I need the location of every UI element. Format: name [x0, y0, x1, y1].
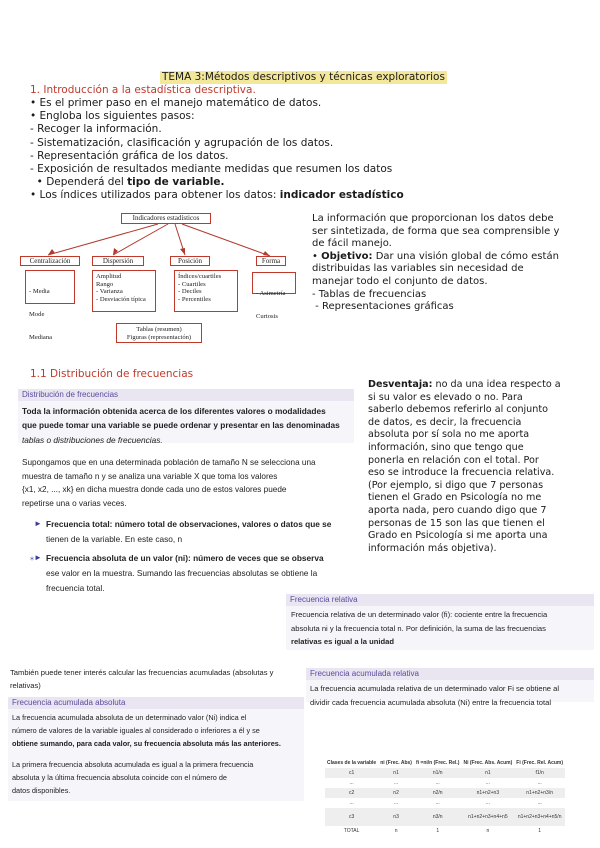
intro-line: - Exposición de resultados mediante medidas que resumen los datos: [30, 163, 393, 176]
diagram-category: Dispersión: [92, 256, 144, 266]
table-header-row: [325, 758, 565, 768]
bullet-arrow-icon: ⁎►: [30, 553, 42, 562]
diagram-category: Posición: [170, 256, 210, 266]
intro-indices: • Los índices utilizados para obtener los datos: indicador estadístico: [30, 189, 404, 202]
info-block: La información que proporcionan los datos debe ser sintetizada, de forma que sea comprensible y de fácil manejo. • Objetivo: Dar una visión global de cómo están distribuidas las variables sin necesidad de manejar todo el conjunto de datos. - Tablas de frecuencias - Representaciones gráficas: [312, 213, 560, 313]
diagram-subbox-centralizacion: - Media Mode Mediana: [25, 270, 75, 304]
acum-abs-panel-head: Frecuencia acumulada absoluta: [8, 697, 304, 709]
table-header: Fi (Frec. Rel. Acum): [516, 760, 564, 766]
table-row: ... ... ... ... ...: [349, 780, 542, 786]
diagram-root: Indicadores estadísticos: [121, 213, 211, 224]
table-header: Ni (Frec. Abs. Acum): [463, 760, 513, 766]
intro-depends: • Dependerá del tipo de variable.: [30, 176, 225, 189]
intro-line: - Recoger la información.: [30, 123, 162, 136]
table-row: c3 n3 n3/n n1+n2+n3+n4+n5 n1+n2+n3+n4+n5/n: [325, 808, 565, 826]
desventaja-block: Desventaja: no da una idea respecto a si su valor es elevado o no. Para saberlo debemos referirlo al conjunto de datos, es decir, la frecuencia absoluta por sí sola no me aporta información, sino que tengo que ponerla en relación con el total. Por eso se introduce la frecuencia relativa. (Por ejemplo, si digo que 7 personas tienen el Grado en Psicología no me aporta nada, pero cuando digo que 7 personas de 15 son las que tienen el Grado en Psicología si me aporta una información más objetiva).: [368, 379, 561, 554]
bullet-arrow-icon: ►: [34, 519, 42, 528]
diagram-category: Centralización: [20, 256, 80, 266]
relativa-text: Frecuencia relativa de un determinado valor (fi): cociente entre la frecuencia absoluta ni y la frecuencia total n. Por definición, la suma de las frecuencias relativas es igual a la unidad: [291, 610, 548, 646]
acumuladas-note: También puede tener interés calcular las frecuencias acumuladas (absolutas y relativas): [10, 668, 274, 690]
diagram-bottom-box: Tablas (resumen) Figuras (representación): [116, 323, 202, 343]
acum-rel-panel-head: Frecuencia acumulada relativa: [306, 668, 594, 680]
acum-abs-text: La frecuencia acumulada absoluta de un determinado valor (Ni) indica el número de valores de la variable iguales al considerado o inferiores a él y se obtiene sumando, para cada valor, su frecuencia absoluta más las anteriores.: [12, 713, 281, 749]
frequency-table: [325, 758, 565, 836]
table-header: ni (Frec. Abs): [380, 760, 412, 766]
relativa-panel-head: Frecuencia relativa: [286, 594, 594, 606]
table-row: c2 n2 n2/n n1+n2+n3 n1+n2+n3/n: [325, 788, 565, 798]
intro-heading: 1. Introducción a la estadística descriptiva.: [30, 84, 256, 96]
intro-line: • Engloba los siguientes pasos:: [30, 110, 195, 123]
acum-abs-text-2: La primera frecuencia absoluta acumulada es igual a la primera frecuencia absoluta y la última frecuencia absoluta coincide con el número de datos disponibles.: [12, 760, 254, 796]
bullet-frecuencia-absoluta: Frecuencia absoluta de un valor (ni): número de veces que se observa ese valor en la muestra. Sumando las frecuencias absolutas se obtiene la frecuencia total.: [46, 553, 324, 593]
objetivo-label: Objetivo:: [321, 250, 373, 262]
intro-line: - Representación gráfica de los datos.: [30, 149, 229, 162]
diagram-subbox-forma: - Asimetría Curtosis: [252, 272, 296, 294]
table-header: Clases de la variable: [327, 760, 377, 766]
intro-line: • Es el primer paso en el manejo matemático de datos.: [30, 97, 322, 109]
table-row: c1 n1 n1/n n1 f1/n: [325, 768, 565, 778]
population-text: Supongamos que en una determinada población de tamaño N se selecciona una muestra de tamaño n y se analiza una variable X que toma los valores {x1, x2, ..., xk} en dicha muestra donde cada uno de estos valores puede repetirse una o varias veces.: [22, 458, 316, 508]
distribucion-text: Toda la información obtenida acerca de los diferentes valores o modalidades que puede tomar una variable se puede ordenar y presentar en las denominadas tablas o distribuciones de frecuencias.: [22, 406, 340, 445]
diagram-category: Forma: [256, 256, 286, 266]
desventaja-label: Desventaja:: [368, 379, 433, 390]
page-title: TEMA 3:Métodos descriptivos y técnicas exploratorios: [162, 71, 445, 83]
distribucion-panel-head: Distribución de frecuencias: [18, 389, 354, 401]
table-header: fi =ni/n (Frec. Rel.): [415, 760, 460, 766]
bullet-frecuencia-total: Frecuencia total: número total de observaciones, valores o datos que se tienen de la variable. En este caso, n: [46, 519, 332, 544]
acum-rel-text: La frecuencia acumulada relativa de un determinado valor Fi se obtiene al dividir cada frecuencia acumulada absoluta (Ni) entre la frecuencia total: [310, 684, 560, 707]
diagram-subbox-dispersion: Amplitud Rango - Varianza - Desviación típica: [92, 270, 156, 312]
diagram-subbox-posicion: Índices/cuartiles - Cuartiles - Deciles - Percentiles: [174, 270, 238, 312]
table-row: TOTAL n 1 n 1: [343, 828, 542, 834]
intro-line: - Sistematización, clasificación y agrupación de los datos.: [30, 136, 334, 149]
intro-list: [30, 97, 404, 203]
section-heading: 1.1 Distribución de frecuencias: [30, 368, 194, 380]
table-row: ... ... ... ... ...: [349, 800, 542, 806]
